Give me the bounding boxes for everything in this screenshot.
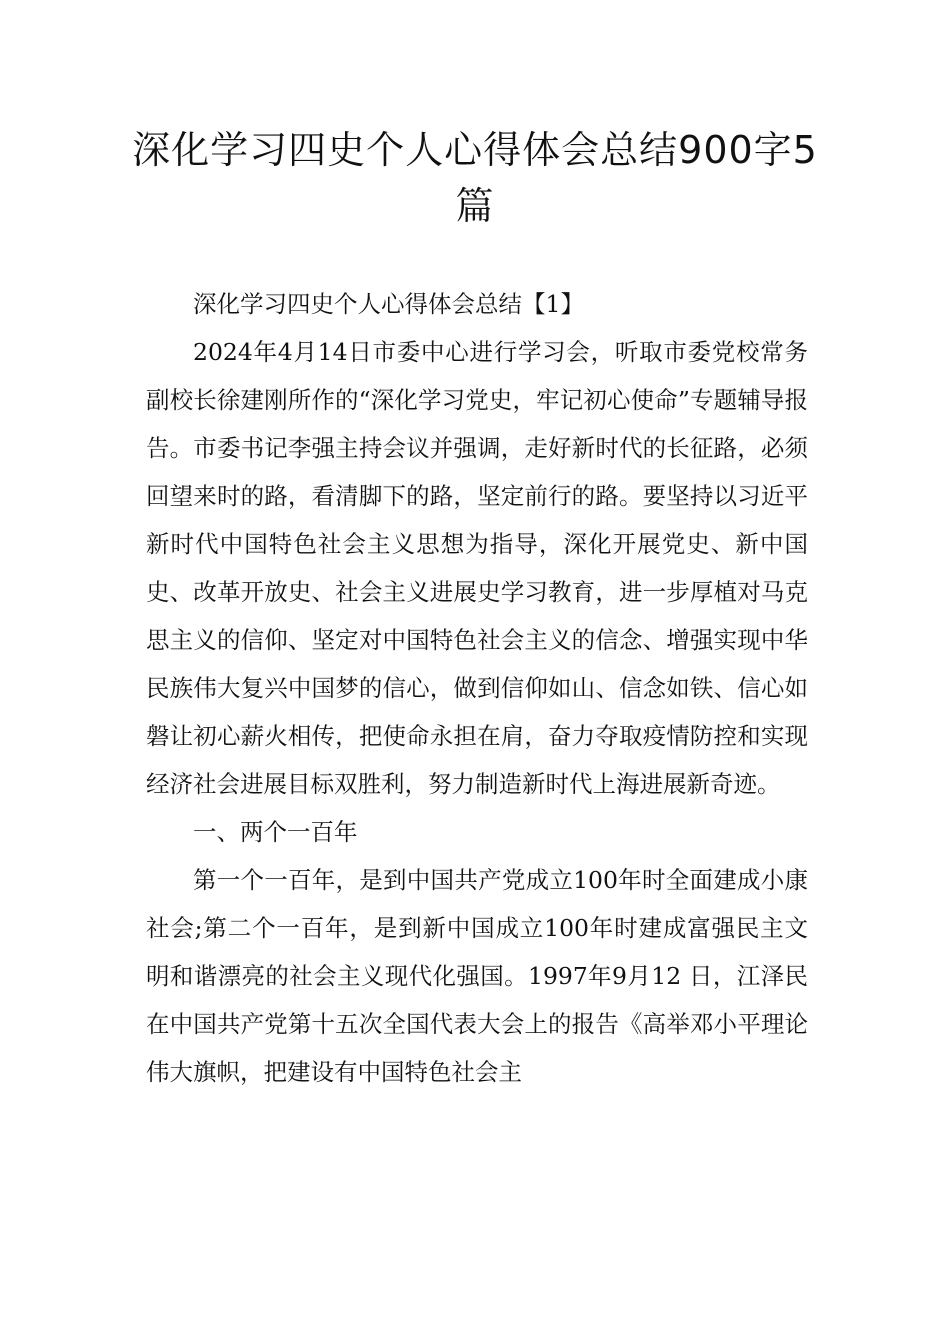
document-body [146, 280, 808, 1096]
document-title: 深化学习四史个人心得体会总结900字5篇 [132, 128, 818, 228]
paragraph: 第一个一百年，是到中国共产党成立100年时全面建成小康社会;第二个一百年，是到新中国成立100年时建成富强民主文明和谐漂亮的社会主义现代化强国。1997年9月12 日，江泽民在中国共产党第十五次全国代表大会上的报告《高举邓小平理论伟大旗帜，把建设有中国特色社会主 [146, 866, 808, 1086]
paragraph: 2024年4月14日市委中心进行学习会，听取市委党校常务副校长徐建刚所作的“深化学习党史，牢记初心使命”专题辅导报告。市委书记李强主持会议并强调，走好新时代的长征路，必须回望来时的路，看清脚下的路，坚定前行的路。要坚持以习近平新时代中国特色社会主义思想为指导，深化开展党史、新中国史、改革开放史、社会主义进展史学习教育，进一步厚植对马克思主义的信仰、坚定对中国特色社会主义的信念、增强实现中华民族伟大复兴中国梦的信心，做到信仰如山、信念如铁、信心如磐让初心薪火相传，把使命永担在肩，奋力夺取疫情防控和实现经济社会进展目标双胜利，努力制造新时代上海进展新奇迹。 [146, 338, 808, 798]
section-heading: 一、两个一百年 [193, 818, 358, 846]
section-heading: 深化学习四史个人心得体会总结【1】 [193, 290, 584, 318]
